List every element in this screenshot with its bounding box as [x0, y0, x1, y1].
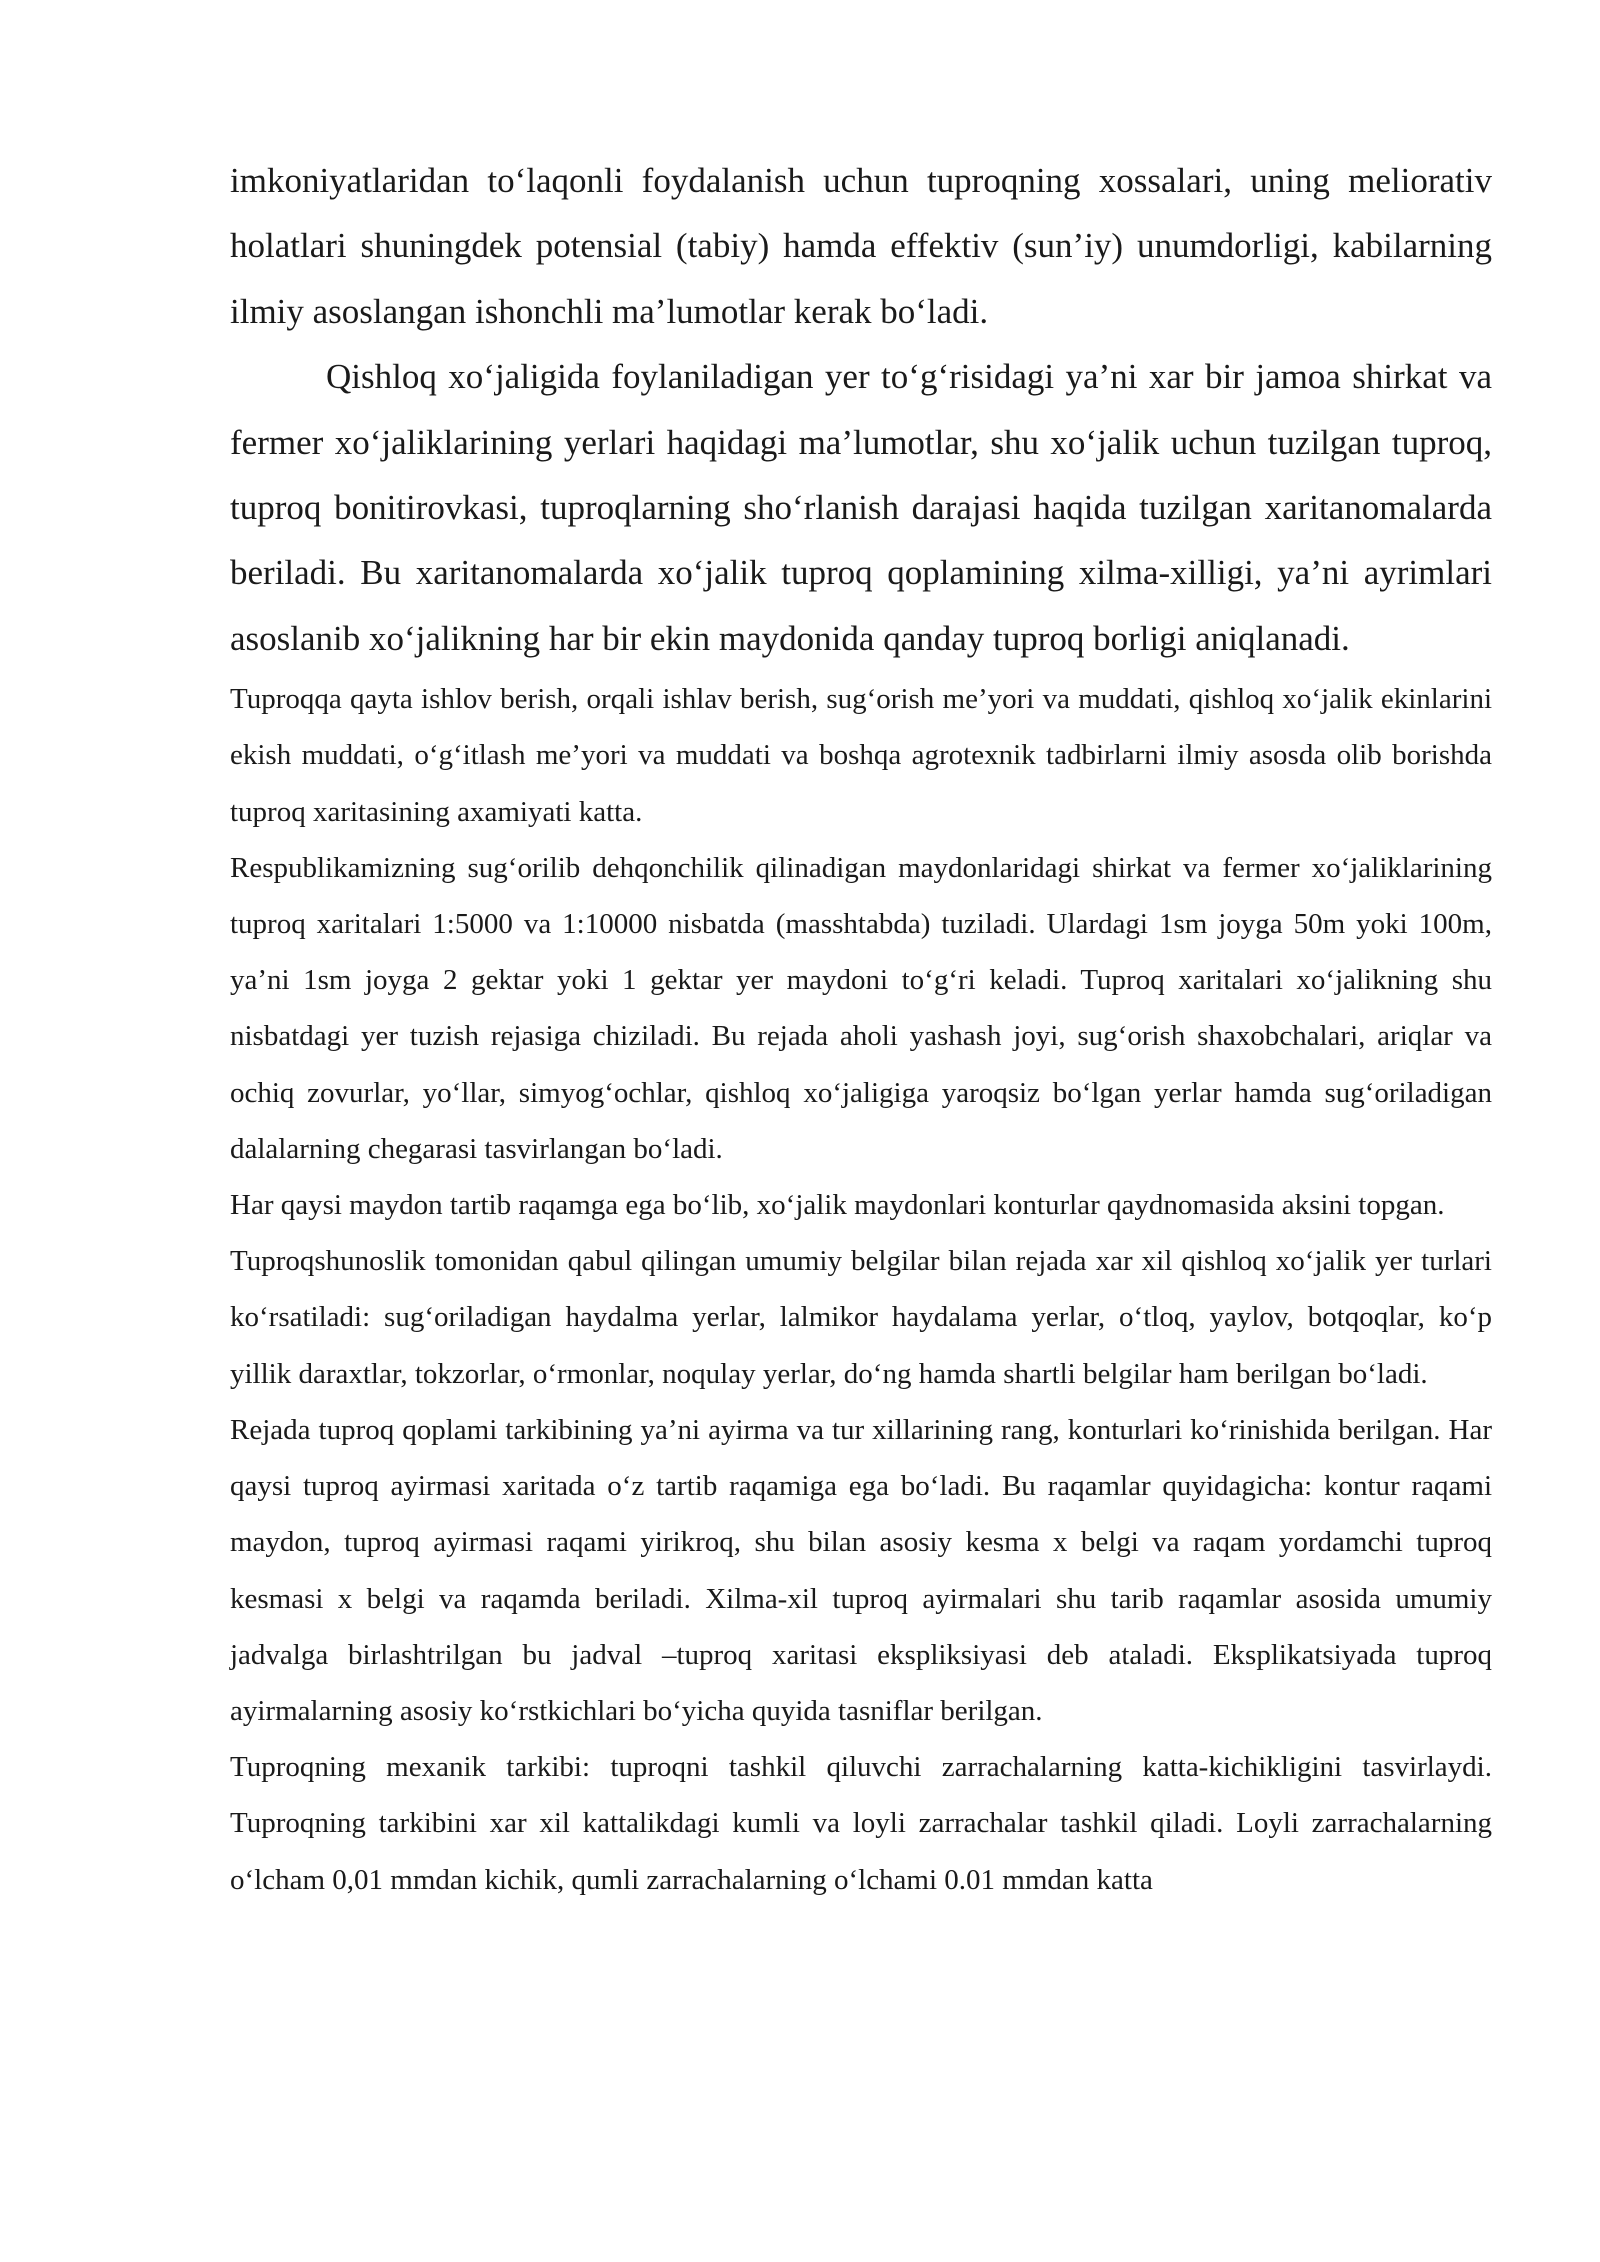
- paragraph-5: Har qaysi maydon tartib raqamga ega bo‘lib, xo‘jalik maydonlari konturlar qaydnomasida aksini topgan.: [230, 1189, 1445, 1222]
- paragraph-7: Rejada tuproq qoplami tarkibining ya’ni ayirma va tur xillarining rang, konturlari ko‘rinishida berilgan. Har qaysi tuproq ayirmasi xaritada o‘z tartib raqamiga ega bo‘ladi. Bu raqamlar quyidagicha: kontur raqami maydon, tuproq ayirmasi raqami yirikroq, shu bilan asosiy kesma x belgi va raqam yordamchi tuproq kesmasi x belgi va raqamda beriladi. Xilma-xil tuproq ayirmalari shu tarib raqamlar asosida umumiy jadvalga birlashtrilgan bu jadval –tuproq xaritasi ekspliksiyasi deb ataladi. Eksplikatsiyada tuproq ayirmalarning asosiy ko‘rstkichlari bo‘yicha quyida tasniflar berilgan.: [230, 1413, 1492, 1727]
- paragraph-2: Qishloq xo‘jaligida foylaniladigan yer to‘g‘risidagi ya’ni xar bir jamoa shirkat va fermer xo‘jaliklarining yerlari haqidagi ma’lumotlar, shu xo‘jalik uchun tuzilgan tuproq, tuproq bonitirovkasi, tuproqlarning sho‘rlanish darajasi haqida tuzilgan xaritanomalarda beriladi. Bu xaritanomalarda xo‘jalik tuproq qoplamining xilma-xilligi, ya’ni ayrimlari asoslanib xo‘jalikning har bir ekin maydonida qanday tuproq borligi aniqlanadi.: [230, 357, 1492, 658]
- paragraph-4: Respublikamizning sug‘orilib dehqonchilik qilinadigan maydonlaridagi shirkat va fermer xo‘jaliklarining tuproq xaritalari 1:5000 va 1:10000 nisbatda (masshtabda) tuziladi. Ulardagi 1sm joyga 50m yoki 100m, ya’ni 1sm joyga 2 gektar yoki 1 gektar yer maydoni to‘g‘ri keladi. Tuproq xaritalari xo‘jalikning shu nisbatdagi yer tuzish rejasiga chiziladi. Bu rejada aholi yashash joyi, sug‘orish shaxobchalari, ariqlar va ochiq zovurlar, yo‘llar, simyog‘ochlar, qishloq xo‘jaligiga yaroqsiz bo‘lgan yerlar hamda sug‘oriladigan dalalarning chegarasi tasvirlangan bo‘ladi.: [230, 851, 1492, 1165]
- document-page: [230, 148, 1492, 1908]
- paragraph-1: imkoniyatlaridan to‘laqonli foydalanish uchun tuproqning xossalari, uning meliorativ holatlari shuningdek potensial (tabiy) hamda effektiv (sun’iy) unumdorligi, kabilarning ilmiy asoslangan ishonchli ma’lumotlar kerak bo‘ladi.: [230, 161, 1492, 331]
- paragraph-8: Tuproqning mexanik tarkibi: tuproqni tashkil qiluvchi zarrachalarning katta-kichikligini tasvirlaydi. Tuproqning tarkibini xar xil kattalikdagi kumli va loyli zarrachalar tashkil qiladi. Loyli zarrachalarning o‘lcham 0,01 mmdan kichik, qumli zarrachalarning o‘lchami 0.01 mmdan katta: [230, 1751, 1492, 1896]
- paragraph-6: Tuproqshunoslik tomonidan qabul qilingan umumiy belgilar bilan rejada xar xil qishloq xo‘jalik yer turlari ko‘rsatiladi: sug‘oriladigan haydalma yerlar, lalmikor haydalama yerlar, o‘tloq, yaylov, botqoqlar, ko‘p yillik daraxtlar, tokzorlar, o‘rmonlar, noqulay yerlar, do‘ng hamda shartli belgilar ham berilgan bo‘ladi.: [230, 1245, 1492, 1390]
- paragraph-3: Tuproqqa qayta ishlov berish, orqali ishlav berish, sug‘orish me’yori va muddati, qishloq xo‘jalik ekinlarini ekish muddati, o‘g‘itlash me’yori va muddati va boshqa agrotexnik tadbirlarni ilmiy asosda olib borishda tuproq xaritasining axamiyati katta.: [230, 683, 1492, 828]
